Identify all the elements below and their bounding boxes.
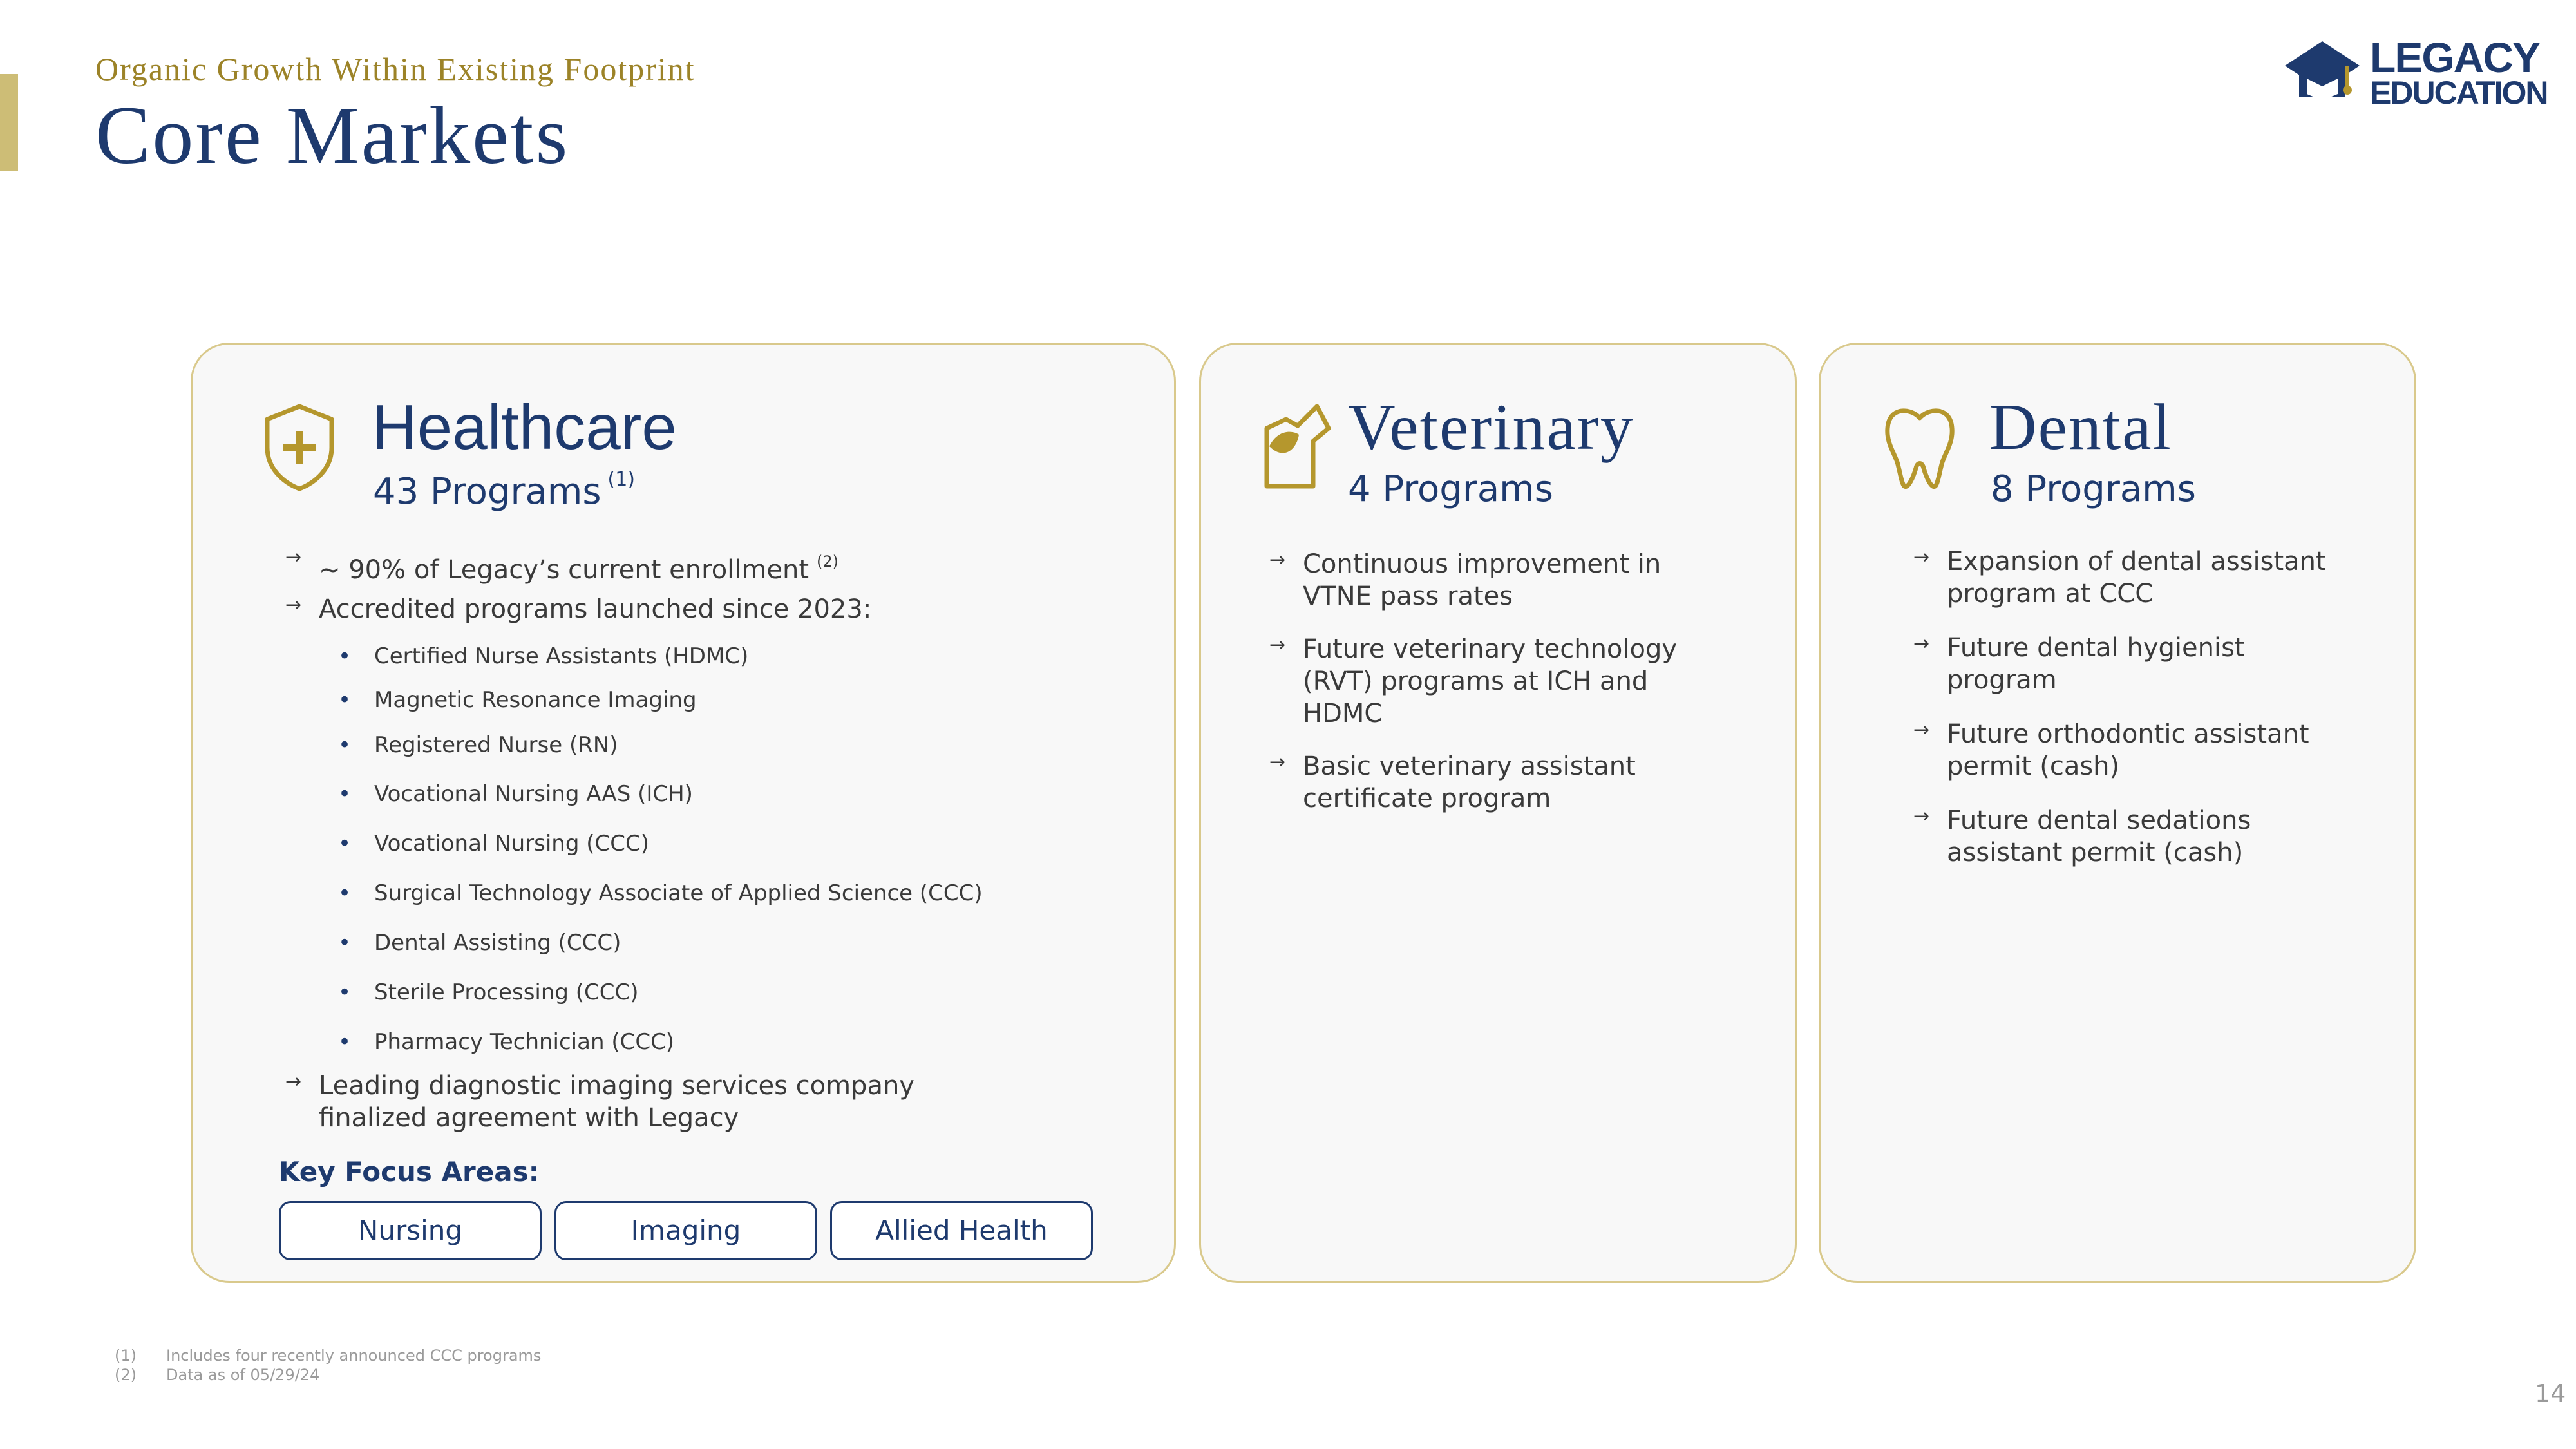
footnote: (1) Includes four recently announced CCC programs <box>115 1347 542 1365</box>
list-item: → Future veterinary technology (RVT) programs at ICH and HDMC <box>1303 633 1702 730</box>
list-item: • Vocational Nursing (CCC) <box>338 831 649 857</box>
footnote-ref: (1) <box>607 468 636 491</box>
arrow-bullet-icon: → <box>1913 546 1930 569</box>
list-item: • Surgical Technology Associate of Applied Science (CCC) <box>338 880 983 906</box>
list-item: • Pharmacy Technician (CCC) <box>338 1029 675 1055</box>
arrow-bullet-icon: → <box>1269 549 1286 571</box>
footnotes <box>115 1346 541 1385</box>
list-item: → ~ 90% of Legacy’s current enrollment $^{(2)}$ <box>319 545 1092 586</box>
list-item: • Magnetic Resonance Imaging <box>338 687 697 713</box>
logo-wordmark-line2: EDUCATION <box>2370 74 2548 111</box>
dental-card <box>1819 343 2416 1283</box>
arrow-bullet-icon: → <box>285 594 302 616</box>
accent-bar <box>0 74 18 171</box>
focus-areas-label: Key Focus Areas: <box>279 1156 540 1188</box>
shield-plus-icon <box>262 402 337 493</box>
list-item: • Certified Nurse Assistants (HDMC) <box>338 643 749 669</box>
focus-allied-health-button[interactable]: Allied Health <box>830 1201 1093 1260</box>
footnote-ref: (2) <box>817 553 838 571</box>
logo-wordmark-line1: LEGACY <box>2370 33 2540 81</box>
tooth-icon <box>1882 402 1957 493</box>
list-item: → Expansion of dental assistant program at CCC <box>1947 545 2346 610</box>
dental-program-count: 8 Programs <box>1991 468 2196 510</box>
arrow-bullet-icon: → <box>1913 719 1930 741</box>
list-item: • Dental Assisting (CCC) <box>338 930 621 956</box>
list-item: → Future dental sedations assistant permit (cash) <box>1947 804 2346 869</box>
veterinary-title: Veterinary <box>1348 391 1634 464</box>
veterinary-program-count: 4 Programs <box>1348 468 1553 510</box>
list-item: • Registered Nurse (RN) <box>338 732 618 758</box>
list-item: → Basic veterinary assistant certificate program <box>1303 750 1702 815</box>
page-number: 14 <box>2535 1379 2566 1408</box>
list-item: → Future orthodontic assistant permit (cash) <box>1947 718 2346 782</box>
page-title: Core Markets <box>95 90 570 181</box>
section-eyebrow: Organic Growth Within Existing Footprint <box>95 51 696 87</box>
list-item: • Vocational Nursing AAS (ICH) <box>338 781 693 807</box>
list-item: → Future dental hygienist program <box>1947 632 2346 696</box>
list-item: → Continuous improvement in VTNE pass rates <box>1303 548 1702 612</box>
arrow-bullet-icon: → <box>1913 805 1930 828</box>
veterinary-card <box>1199 343 1797 1283</box>
legacy-education-logo <box>2285 33 2549 115</box>
arrow-bullet-icon: → <box>285 546 302 569</box>
graduation-cap-icon <box>2285 40 2362 104</box>
pet-shirt-icon <box>1260 402 1335 493</box>
focus-nursing-button[interactable]: Nursing <box>279 1201 542 1260</box>
arrow-bullet-icon: → <box>1913 632 1930 655</box>
arrow-bullet-icon: → <box>285 1070 302 1093</box>
dental-title: Dental <box>1989 391 2172 464</box>
list-item: • Sterile Processing (CCC) <box>338 980 639 1005</box>
healthcare-program-count: 43 Programs $^{(1)}$ <box>373 468 636 513</box>
focus-imaging-button[interactable]: Imaging <box>554 1201 817 1260</box>
healthcare-title: Healthcare <box>372 392 677 462</box>
list-item: → Accredited programs launched since 2023: <box>319 593 1092 625</box>
arrow-bullet-icon: → <box>1269 634 1286 656</box>
healthcare-card <box>191 343 1176 1283</box>
footnote: (2) Data as of 05/29/24 <box>115 1366 320 1384</box>
list-item: → Leading diagnostic imaging services company finalized agreement with Legacy <box>319 1070 1014 1134</box>
arrow-bullet-icon: → <box>1269 751 1286 773</box>
